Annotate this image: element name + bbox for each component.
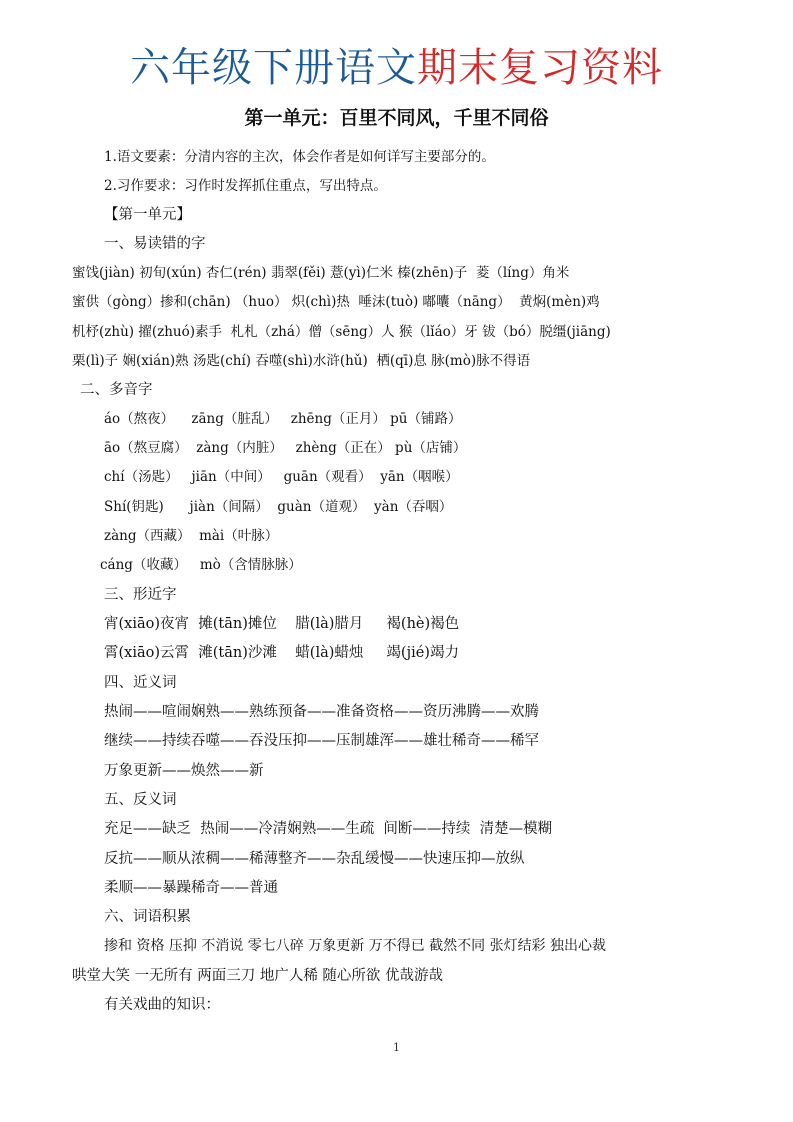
text-line: 万象更新——焕然——新 (104, 763, 264, 779)
text-line: 热闹——喧闹娴熟——熟练预备——准备资格——资历沸腾——欢腾 (104, 704, 539, 720)
page-title (0, 40, 793, 96)
text-line: 反抗——顺从浓稠——稀薄整齐——杂乱缓慢——快速压抑—放纵 (104, 851, 525, 867)
text-line: 栗(lì)子 娴(xián)熟 汤匙(chí) 吞噬(shì)水浒(hǔ) 栖(qī)息 脉(mò)脉不得语 (72, 353, 531, 369)
title-part-2: 期末复习资料 (417, 45, 663, 91)
unit-label: 【第一单元】 (104, 207, 191, 223)
text-line: cáng（收藏） mò（含情脉脉） (100, 557, 302, 573)
text-line: 掺和 资格 压抑 不消说 零七八碎 万象更新 万不得已 截然不同 张灯结彩 独出心裁 (104, 938, 607, 954)
text-line: 有关戏曲的知识： (104, 997, 220, 1013)
requirement-1: 1.语文要素：分清内容的主次，体会作者是如何详写主要部分的。 (104, 149, 495, 165)
section-heading: 五、反义词 (104, 792, 177, 808)
text-line: zàng（西藏） mài（叶脉） (104, 528, 279, 544)
text-line: 机杼(zhù) 擢(zhuó)素手 札札（zhá）僧（sēng）人 猴（lǐáo）牙 钹（bó）脱缰(jiāng) (72, 324, 611, 340)
section-heading: 六、词语积累 (104, 909, 191, 925)
text-line: 宵(xiāo)夜宵 摊(tān)摊位 腊(là)腊月 褐(hè)褐色 (104, 616, 460, 632)
text-line: 柔顺——暴躁稀奇——普通 (104, 880, 278, 896)
requirement-2: 2.习作要求：习作时发挥抓住重点，写出特点。 (104, 178, 387, 194)
text-line: áo（熬夜） zāng（脏乱） zhēng（正月） pū（铺路） (104, 411, 462, 427)
section-heading: 二、多音字 (80, 382, 153, 398)
text-line: 蜜饯(jiàn) 初旬(xún) 杏仁(rén) 翡翠(fěi) 薏(yì)仁米 榛(zhēn)子 菱（líng）角米 (72, 265, 570, 281)
unit-subtitle: 第一单元：百里不同风，千里不同俗 (244, 107, 549, 129)
text-line: Shí(钥匙) jiàn（间隔） guàn（道观） yàn（吞咽） (104, 499, 453, 515)
section-heading: 三、形近字 (104, 587, 177, 603)
section-heading: 四、近义词 (104, 675, 177, 691)
text-line: chí（汤匙） jiān（中间） guān（观看） yān（咽喉） (104, 469, 459, 485)
text-line: āo（熬豆腐） zàng（内脏） zhèng（正在） pù（店铺） (104, 440, 467, 456)
page-number: 1 (393, 1041, 400, 1054)
text-line: 继续——持续吞噬——吞没压抑——压制雄浑——雄壮稀奇——稀罕 (104, 733, 539, 749)
text-line: 哄堂大笑 一无所有 两面三刀 地广人稀 随心所欲 优哉游哉 (72, 968, 444, 984)
section-heading: 一、易读错的字 (104, 236, 206, 252)
text-line: 霄(xiāo)云霄 滩(tān)沙滩 蜡(là)蜡烛 竭(jié)竭力 (104, 645, 459, 661)
text-line: 充足——缺乏 热闹——冷清娴熟——生疏 间断——持续 清楚—模糊 (104, 821, 553, 837)
text-line: 蜜供（gòng）掺和(chān) （huo） 炽(chì)热 唾沫(tuò) 嘟囔（nāng） 黄焖(mèn)鸡 (72, 294, 600, 310)
title-part-1: 六年级下册语文 (130, 45, 417, 91)
